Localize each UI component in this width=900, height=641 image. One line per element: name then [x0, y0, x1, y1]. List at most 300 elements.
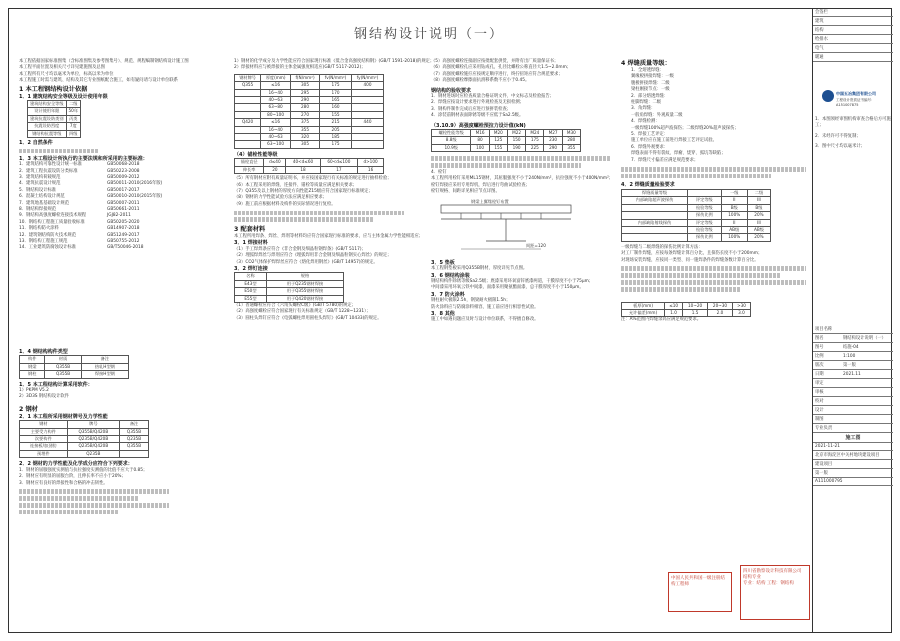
table-header: M27: [544, 130, 562, 137]
text-line: [234, 217, 374, 222]
table-cell: 内部缺陷超声波探伤: [622, 197, 688, 204]
table-cell: Q355: [235, 82, 261, 89]
strength-table: [234, 74, 384, 149]
note-line: 2．钢材应有明显的屈服台阶，且伸长率不应小于20%；: [19, 474, 126, 480]
table-header: d≤40: [264, 159, 286, 166]
table-cell: 钢梁: [20, 363, 45, 370]
signoff-row: 会签栏: [813, 8, 893, 17]
code-item: [19, 245, 169, 251]
note-line: （9）施工前应根据材料及构件的实际情况进行复检。: [234, 201, 336, 207]
table-cell: Q355B/Q420B: [67, 428, 119, 435]
title-row: [813, 406, 893, 415]
table-cell: 评定等级: [688, 219, 722, 226]
table-cell: 20: [264, 166, 286, 173]
table-cell: 连接板/加劲肋: [20, 443, 68, 450]
subsection-heading: 2．1 本工程所采用钢材牌号及力学性能: [19, 413, 108, 420]
table-cell: [622, 204, 688, 211]
table-header: M20: [489, 130, 507, 137]
signoff-row: 电气: [813, 44, 893, 53]
subsection-heading: 4．2 焊缝质量检验要求: [621, 182, 675, 189]
table-cell: [120, 450, 149, 457]
section-heading: 2 钢材: [19, 405, 38, 413]
signoff-row: 建筑: [813, 17, 893, 26]
table-row: [622, 204, 771, 211]
table-header: 构件: [20, 356, 45, 363]
project-name: 北京市海淀区中关村地块建设项目: [813, 451, 893, 460]
table-header: 锚栓直径: [235, 159, 264, 166]
project-sub: 建设项目: [813, 460, 893, 469]
table-cell: III: [747, 197, 770, 204]
table-header: M22: [507, 130, 525, 137]
title-row-label: 审定: [815, 381, 824, 387]
table-header: fy(N/mm²): [352, 74, 384, 81]
weld-quality-item: 一般角焊缝：外观质量二级: [631, 112, 683, 118]
column-2: [234, 59, 435, 322]
table-cell: Q355B: [120, 443, 149, 450]
code-number: GB50755-2012: [107, 239, 140, 245]
table-cell: 175: [320, 141, 352, 148]
column-4: [621, 59, 806, 324]
table-cell: 探伤比例: [688, 234, 722, 241]
title-row-label: 比例: [815, 354, 824, 360]
table-row: [235, 288, 344, 295]
table-cell: 10.9级: [432, 144, 471, 151]
text-line: [621, 174, 771, 179]
note-line: 3．钢构件制作完成后应进行预拼装检查；: [431, 106, 512, 112]
weld-quality-item: 2．部分熔透焊缝：: [631, 93, 669, 99]
table-cell: 主要受力构件: [20, 428, 68, 435]
title-row: [813, 397, 893, 406]
table-cell: 290: [291, 97, 320, 104]
table-cell: [235, 97, 261, 104]
table-cell: III: [747, 219, 770, 226]
stamp-text: 结构专业: [743, 575, 761, 580]
title-row-label: 日期: [815, 372, 824, 378]
note-line: （1）普通螺栓应符合《六角头螺栓C级》(GB/T 5780)的规定；: [234, 302, 356, 308]
subsection-heading: 3．5 垫板: [431, 259, 455, 266]
text-line: [19, 503, 169, 508]
electrode-table: [234, 272, 344, 303]
table-cell: II: [721, 197, 747, 204]
table-header: 备注: [81, 356, 128, 363]
weld-quality-item: 翼缘板拼接焊缝：一级: [631, 74, 674, 80]
text-line: [621, 287, 741, 292]
table-header: 40<d≤60: [286, 159, 320, 166]
stamp-text: 专业：结构 工程：钢结构: [743, 581, 794, 586]
table-cell: 检验等级: [688, 226, 722, 233]
note-line: 2．焊缝应按设计要求进行外观检查及无损检测；: [431, 100, 524, 106]
member-table: [19, 355, 129, 378]
table-cell: E55型: [235, 295, 267, 302]
text-line: [621, 280, 806, 285]
note-line: 栓钉规格、间距详见相应节点详图。: [431, 189, 500, 195]
subsection-heading: 1．3 本工程设计所执行的主要法规和所采用的主要标准：: [19, 155, 148, 162]
note-line: 本工程所用栓钉采用ML15钢材，其屈服强度不小于240N/mm²，抗拉强度不小于400N/mm²；: [431, 176, 614, 182]
table-cell: 17: [320, 166, 358, 173]
table-cell: 63~100: [261, 141, 291, 148]
table-cell: Q355B: [45, 371, 81, 378]
table-cell: 二级: [66, 101, 81, 108]
subsection-heading: 3．2 焊钉连接: [234, 265, 268, 272]
table-header: M16: [471, 130, 489, 137]
table-cell: Q355B: [120, 428, 149, 435]
note-line: （8）高强度螺栓摩擦面抗滑移系数不应小于0.45。: [431, 78, 530, 84]
code-number: GB50661-2011: [107, 207, 140, 212]
note-line: 本工程钢垫板采用Q355B钢材，厚度详见节点图。: [431, 266, 528, 272]
title-row-label: 专业负责: [815, 426, 833, 432]
title-row-value: 结施-04: [843, 345, 859, 351]
note-line: 钢结构构件除锈等级Sa2.5级；底漆采用环氧富锌底漆两道，干膜厚度不小于75μm；: [431, 278, 594, 284]
table-row: [28, 115, 81, 122]
note-line: 防火涂料应与防腐涂料相容，施工前应进行相容性试验。: [431, 304, 539, 310]
table-header: ≤10: [665, 302, 683, 309]
table-cell: 16: [358, 166, 384, 173]
subsection-heading: 1．1 建筑结构安全等级及设计使用年限: [19, 93, 108, 100]
text-line: [621, 273, 781, 278]
table-cell: 16~40: [261, 89, 291, 96]
title-row: [813, 388, 893, 397]
table-header: 备注: [120, 421, 149, 428]
text-line: [19, 496, 139, 501]
table-cell: E50型: [235, 288, 267, 295]
weld-quality-item: 5．焊接工艺评定：: [631, 132, 669, 138]
table-row: [20, 428, 149, 435]
weld-quality-item: 柱脚焊缝：二级: [631, 100, 662, 106]
code-number: GB50009-2012: [107, 174, 140, 180]
weld-quality-item: 7．焊缝尺寸偏差应满足规范要求；: [631, 157, 699, 163]
table-row: [432, 137, 581, 144]
table-cell: 20%: [747, 212, 770, 219]
table-header: 名称: [235, 273, 267, 280]
table-cell: II: [721, 219, 747, 226]
table-cell: B级: [721, 204, 747, 211]
table-cell: 伸长率: [235, 166, 264, 173]
note-line: 本工程所用焊条、焊丝、焊剂等材料均应符合国家现行标准的要求，应与主体金属力学性能相适应；: [234, 233, 424, 239]
table-row: [622, 212, 771, 219]
table-cell: [235, 111, 261, 118]
table-cell: 290: [544, 144, 562, 151]
code-name: 9．钢结构高强度螺栓连接技术规程: [19, 213, 87, 219]
design-table: [27, 100, 81, 138]
weld-quality-item: 腹板拼接焊缝：二级: [631, 80, 670, 86]
table-cell: [235, 134, 261, 141]
table-cell: 用于Q235钢材焊接: [266, 280, 343, 287]
text-line: [431, 163, 581, 168]
note-line: （8）钢材的力学性能试验方法应满足相应要求；: [234, 195, 327, 201]
table-row: [622, 219, 771, 226]
table-row: [235, 119, 384, 126]
table-header: M30: [562, 130, 580, 137]
table-cell: 检验等级: [688, 204, 722, 211]
note-line: 4．栓钉: [431, 170, 447, 176]
weld-quality-item: 一级焊缝100%超声波探伤；二级焊缝20%超声波探伤；: [631, 125, 739, 131]
note-line: （3）CO2气体保护焊焊丝应符合《熔化焊用钢丝》(GB/T 14957)的规定。: [234, 259, 378, 265]
table-cell: 用于Q355钢材焊接: [266, 288, 343, 295]
note-line: 1．钢材的屈服强度实测值与抗拉强度实测值的比值不应大于0.85；: [19, 467, 148, 473]
table-header: [688, 189, 722, 196]
table-row: [235, 141, 384, 148]
note-line: （6）高强度螺栓孔应采用钻成孔，孔径比螺栓公称直径大1.5~2.0mm；: [431, 65, 572, 71]
note-line: （1）手工焊焊条应符合《非合金钢及细晶粒钢焊条》(GB/T 5117)；: [234, 246, 366, 252]
code-number: GB/T50046-2018: [107, 245, 144, 251]
title-row: [813, 334, 893, 343]
table-header: 钢材: [20, 421, 68, 428]
table-cell: 355: [562, 144, 580, 151]
table-header: 焊缝质量等级: [622, 189, 688, 196]
text-line: [19, 489, 169, 494]
table-row: [235, 126, 384, 133]
table-cell: 探伤比例: [688, 212, 722, 219]
table-cell: [352, 134, 384, 141]
table-cell: 305: [291, 82, 320, 89]
title-row: [813, 424, 893, 433]
table-cell: [235, 104, 261, 111]
table-cell: 40~63: [261, 97, 291, 104]
note-line: 4．涂装前钢材表面除锈等级不应低于Sa2.5级。: [431, 113, 524, 119]
table-row: [28, 123, 81, 130]
software-item: 2）3D3S 钢结构设计软件: [19, 394, 69, 400]
table-row: [20, 363, 129, 370]
table-cell: 63~80: [261, 104, 291, 111]
table-row: [20, 371, 129, 378]
code-name: 4．建筑抗震设计规范: [19, 181, 61, 187]
note-line: 1）钢材的化学成分及力学性能应符合国家现行标准《低合金高强度结构钢》(GB/T 1591-2018)的规定；: [234, 59, 435, 64]
title-row: [813, 343, 893, 352]
table-cell: 295: [291, 89, 320, 96]
table-cell: 280: [562, 137, 580, 144]
table-row: [622, 226, 771, 233]
table-cell: 100%: [721, 212, 747, 219]
stamp-text: 四川省勘察设计科技有限公司: [743, 569, 802, 574]
intro-line: 本工程施工时需与建筑、结构及其它专业图纸配合施工，如有疑问请与设计单位联系: [19, 78, 178, 84]
table-row: [235, 82, 384, 89]
table-cell: 190: [507, 144, 525, 151]
detail-caption: 钢梁上翼缘栓钉布置: [471, 198, 509, 204]
table-cell: [235, 89, 261, 96]
table-header: 一级: [721, 189, 747, 196]
title-row: [813, 415, 893, 424]
code-name: 11．钢结构防火涂料: [19, 226, 59, 232]
drawing-title: 钢结构设计说明（一）: [353, 27, 504, 42]
subsection-heading: 1．4 钢结构构件类型: [19, 349, 68, 355]
table-cell: [352, 111, 384, 118]
footer-code: A111000795: [813, 478, 893, 486]
table-cell: AB级: [721, 226, 747, 233]
section-heading: 4 焊缝质量等级：: [621, 60, 671, 67]
company-logo-icon: [822, 90, 834, 102]
table-cell: 次要构件: [20, 436, 68, 443]
table-cell: Q235B/Q420B: [67, 436, 119, 443]
table-header: d>100: [358, 159, 384, 166]
table-cell: B级: [747, 204, 770, 211]
table-header: 20~30: [708, 302, 733, 309]
table-header: 二级: [747, 189, 770, 196]
note-line: 中间漆采用环氧云铁中间漆，面漆采用聚氨酯面漆，总干膜厚度不小于150μm。: [431, 285, 584, 291]
table-cell: [235, 141, 261, 148]
column-1: [19, 59, 189, 252]
weld-quality-item: 4．焊缝检测：: [631, 119, 660, 125]
note-line: 3．钢材应有良好的焊接性和合格的冲击韧性。: [19, 480, 108, 486]
subsection-heading: 3．8 其他: [431, 310, 455, 317]
table-cell: 80~100: [261, 111, 291, 118]
table-row: [235, 89, 384, 96]
table-cell: 175: [526, 137, 544, 144]
table-row: [20, 436, 149, 443]
code-number: GB14907-2018: [107, 226, 140, 232]
table-cell: 焊接H型钢: [81, 371, 128, 378]
table-cell: 225: [526, 144, 544, 151]
table-cell: 18: [286, 166, 320, 173]
table-cell: 四级: [66, 130, 81, 137]
pretension-table: [431, 129, 581, 152]
table-cell: 抗震设防烈度: [28, 123, 67, 130]
title-block-note: 3．图中尺寸均以毫米计；: [815, 143, 865, 149]
table-cell: 150: [507, 137, 525, 144]
table-row: [622, 234, 771, 241]
title-row-label: 校对: [815, 399, 824, 405]
table-cell: 175: [320, 82, 352, 89]
note-line: （2）高强度螺栓应符合国家现行有关标准规定（GB/T 1228~1231）；: [234, 309, 371, 315]
table-header: 钢材牌号: [235, 74, 261, 81]
table-cell: AB级: [747, 226, 770, 233]
table-header: 板厚(mm): [622, 302, 665, 309]
table-header: 规格: [266, 273, 343, 280]
title-row-label: 图号: [815, 345, 824, 351]
table-cell: 185: [320, 134, 352, 141]
tolerance-note: 注：A%范围内焊缝余高应满足规范要求。: [621, 317, 702, 323]
title-row: [813, 361, 893, 370]
title-block-note: 2．未经许可不得复制；: [815, 133, 861, 139]
note-line: 1．钢材进场时应检查质量合格证明文件、中文标志及检验报告；: [431, 94, 555, 100]
code-number: GB50068-2018: [107, 162, 140, 168]
table-cell: [622, 226, 688, 233]
table-row: [622, 197, 771, 204]
text-line: [621, 266, 806, 271]
codes-list: [19, 162, 169, 252]
table-cell: [352, 89, 384, 96]
table-cell: 评定等级: [688, 197, 722, 204]
table-cell: 建筑抗震设防类别: [28, 115, 67, 122]
weld-quality-item: 梁柱刚接节点：一级: [631, 87, 670, 93]
code-number: GB50205-2020: [107, 219, 140, 225]
code-name: 6．混凝土结构设计规范: [19, 194, 65, 200]
text-line: [431, 156, 611, 161]
engineer-stamp: [668, 572, 732, 612]
code-name: 10．钢结构工程施工质量验收标准: [19, 219, 85, 225]
table-cell: ≤16: [261, 82, 291, 89]
table-cell: 允许偏差(mm): [622, 309, 665, 316]
table-header: 材质: [45, 356, 81, 363]
table-cell: 40~63: [261, 134, 291, 141]
detail-dimension: 间距=120: [526, 242, 546, 248]
code-number: GB50010-2010(2015年版): [107, 194, 163, 200]
table-cell: 355: [291, 126, 320, 133]
note-line: 对现场安装焊缝，应按同一类型、同一施焊条件的焊缝条数计算百分比。: [621, 257, 759, 263]
note-line: （7）高强度螺栓施拧应按规定顺序进行，终拧扭矩应符合规范要求；: [431, 71, 563, 77]
text-line: [19, 149, 99, 154]
table-cell: 8.8级: [432, 137, 471, 144]
table-cell: 50年: [66, 108, 81, 115]
table-cell: 375: [291, 119, 320, 126]
subsection-heading: （3.10.9）高强度螺栓预拉力设计值(kN): [431, 122, 526, 129]
note-line: 栓钉焊接应采用专用焊机，焊后进行弯曲试验检查；: [431, 182, 530, 188]
table-row: [235, 104, 384, 111]
table-row: [20, 443, 149, 450]
table-cell: 155: [489, 144, 507, 151]
weld-quality-item: 施工单位应在施工前进行焊接工艺评定试验。: [631, 138, 717, 144]
table-cell: [352, 141, 384, 148]
subsection-heading: 2．2 钢材的力学性能及化学成分应符合下列要求：: [19, 461, 133, 468]
code-number: GB50017-2017: [107, 187, 140, 193]
text-line: [621, 167, 806, 172]
title-row: [813, 379, 893, 388]
title-row-label: 版次: [815, 363, 824, 369]
table-cell: 165: [320, 97, 352, 104]
title-row-label: 项目名称: [815, 327, 833, 333]
table-row: [235, 97, 384, 104]
table-cell: Q235B: [120, 436, 149, 443]
table-cell: 1.5: [683, 309, 708, 316]
note-line: 2）焊接材料应与被焊接的主体金属强度相适应(GB/T 5117-2012)；: [234, 65, 366, 71]
table-cell: 7度: [66, 123, 81, 130]
table-cell: 125: [489, 137, 507, 144]
note-line: 对工厂制作焊缝，应按每条焊缝计算百分比，且探伤长度不小于200mm；: [621, 251, 763, 257]
table-row: [235, 134, 384, 141]
table-cell: 170: [320, 89, 352, 96]
code-number: GB50011-2010(2016年版): [107, 181, 163, 187]
weld-quality-item: 6．焊缝外观要求：: [631, 144, 669, 150]
table-cell: 440: [352, 119, 384, 126]
code-name: 3．建筑结构荷载规范: [19, 174, 61, 180]
table-header: 10~20: [683, 302, 708, 309]
code-name: 1．建筑结构可靠性设计统一标准: [19, 162, 82, 168]
column-1-lower: [19, 349, 169, 517]
code-number: GB51249-2017: [107, 232, 140, 238]
subsection-heading: 1．5 本工程结构计算采用软件：: [19, 381, 93, 388]
title-row-label: 制图: [815, 417, 824, 423]
title-row-value: 1:100: [843, 354, 856, 360]
table-cell: 320: [291, 134, 320, 141]
table-row: [235, 111, 384, 118]
table-cell: 建筑结构安全等级: [28, 101, 67, 108]
stud-detail-svg: [431, 199, 581, 257]
text-line: [234, 211, 404, 216]
subsection-heading: 钢结构的验收要求: [431, 87, 472, 94]
code-number: GB50007-2011: [107, 200, 140, 206]
phase-label: 施工图: [813, 433, 893, 443]
table-cell: ≤16: [261, 119, 291, 126]
note-line: 钢柱耐火极限2.5h，钢梁耐火极限1.5h；: [431, 298, 511, 304]
table-cell: 205: [320, 126, 352, 133]
section-heading: 1 本工程钢结构设计依据: [19, 85, 88, 93]
table-header: M24: [526, 130, 544, 137]
subsection-heading: （4）锚栓性能等级: [234, 151, 278, 158]
code-name: 7．建筑地基基础设计规范: [19, 200, 69, 206]
signoff-row: 暖通: [813, 53, 893, 62]
title-row-label: 设计: [815, 408, 824, 414]
note-line: （6）本工程采用的焊缝、连接件、锚栓等质量应满足相关要求；: [234, 182, 358, 188]
weld-quality-item: 3．角焊缝：: [631, 106, 656, 112]
code-name: 5．钢结构设计标准: [19, 187, 57, 193]
subsection-heading: 1．2 自然条件: [19, 140, 53, 147]
table-row: [235, 295, 344, 302]
code-number: JGJ82-2011: [107, 213, 131, 219]
material-table: [19, 420, 149, 458]
table-header: 牌号: [67, 421, 119, 428]
table-cell: Q355B: [45, 363, 81, 370]
company-logo: [822, 88, 888, 110]
title-row-value: 钢结构设计说明（一）: [843, 336, 886, 342]
